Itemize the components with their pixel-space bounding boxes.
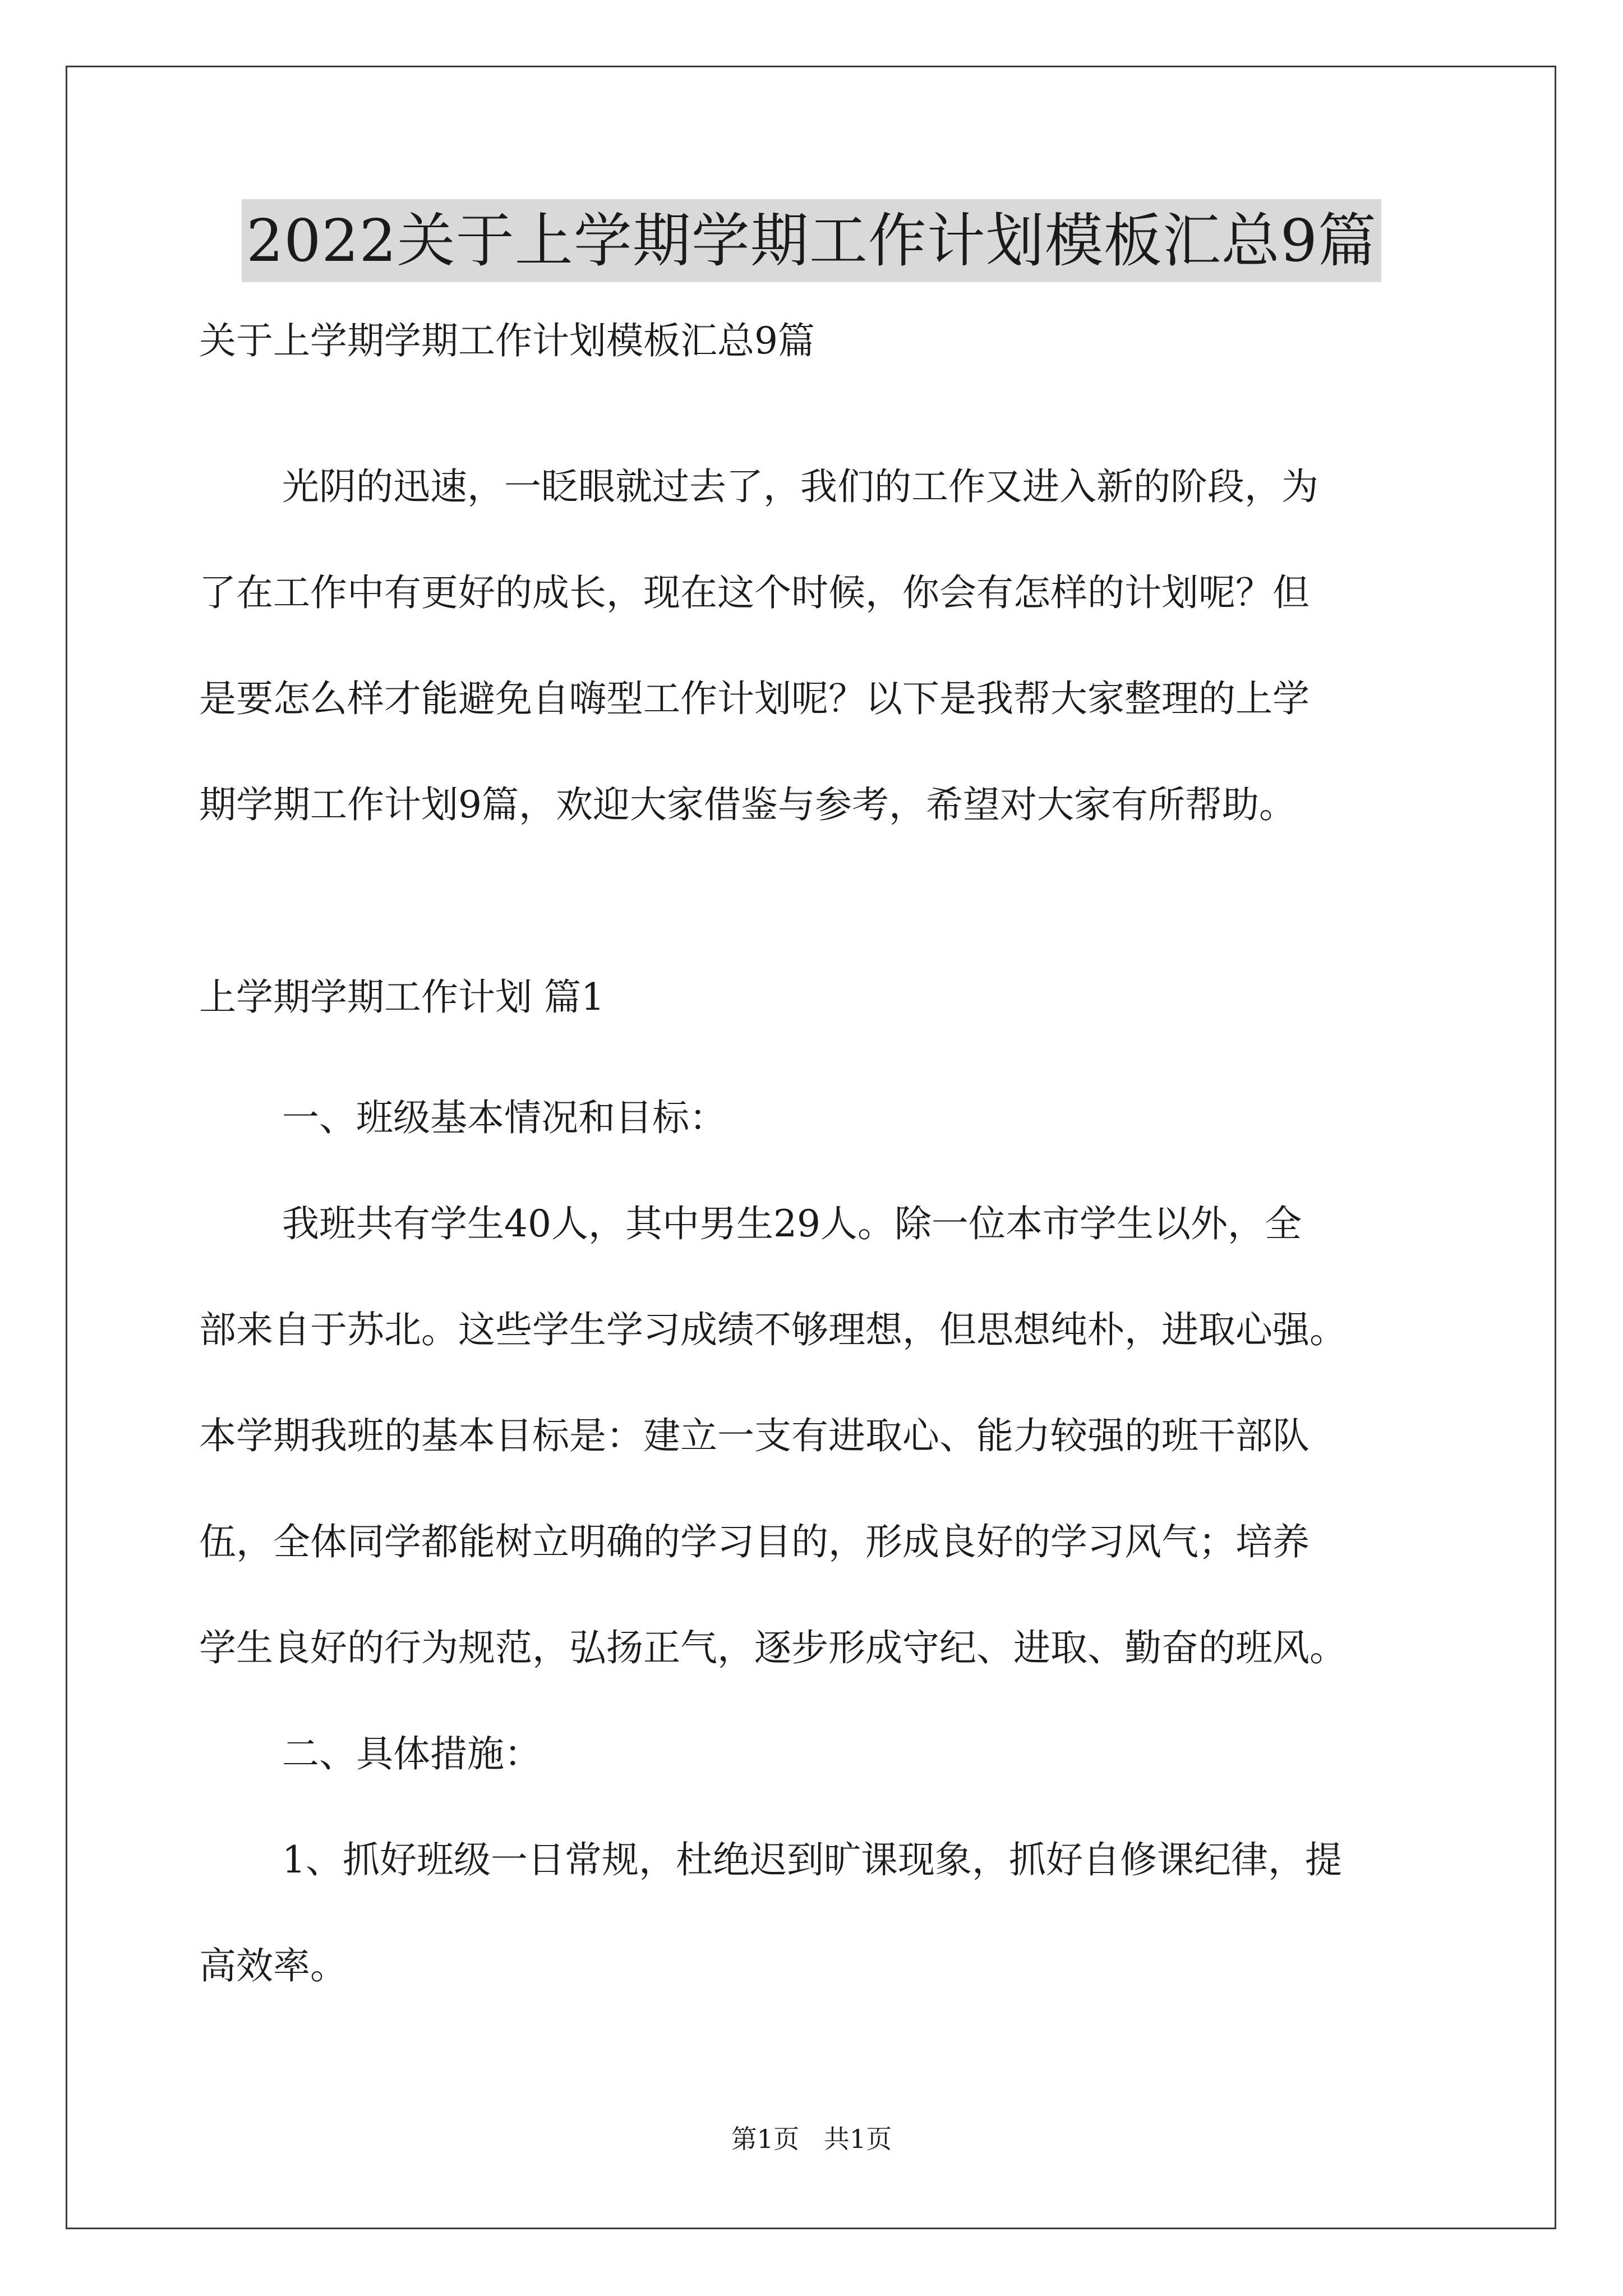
item-heading-measures: 二、具体措施： bbox=[282, 1732, 541, 1775]
body-line: 我班共有学生40人，其中男生29人。除一位本市学生以外，全 bbox=[282, 1202, 1302, 1245]
document-subtitle: 关于上学期学期工作计划模板汇总9篇 bbox=[199, 319, 815, 362]
body-line: 学生良好的行为规范，弘扬正气，逐步形成守纪、进取、勤奋的班风。 bbox=[199, 1626, 1347, 1669]
body-line: 本学期我班的基本目标是：建立一支有进取心、能力较强的班干部队 bbox=[199, 1414, 1310, 1457]
measure-line: 1、抓好班级一日常规，杜绝迟到旷课现象，抓好自修课纪律，提 bbox=[282, 1838, 1342, 1881]
intro-line: 是要怎么样才能避免自嗨型工作计划呢？以下是我帮大家整理的上学 bbox=[199, 677, 1310, 720]
body-line: 伍，全体同学都能树立明确的学习目的，形成良好的学习风气；培养 bbox=[199, 1520, 1310, 1563]
intro-line: 期学期工作计划9篇，欢迎大家借鉴与参考，希望对大家有所帮助。 bbox=[199, 783, 1296, 826]
title-container bbox=[0, 199, 1623, 282]
intro-paragraph bbox=[199, 434, 1318, 858]
section-heading: 上学期学期工作计划 篇1 bbox=[199, 976, 605, 1019]
body-line: 部来自于苏北。这些学生学习成绩不够理想，但思想纯朴，进取心强。 bbox=[199, 1308, 1347, 1351]
intro-line: 了在工作中有更好的成长，现在这个时候，你会有怎样的计划呢？但 bbox=[199, 571, 1310, 614]
section-content bbox=[199, 1065, 1347, 2019]
document-title: 2022关于上学期学期工作计划模板汇总9篇 bbox=[242, 199, 1381, 282]
item-heading-basic-situation: 一、班级基本情况和目标： bbox=[282, 1096, 726, 1139]
intro-line: 光阴的迅速，一眨眼就过去了，我们的工作又进入新的阶段，为 bbox=[282, 465, 1318, 508]
measure-line: 高效率。 bbox=[199, 1944, 347, 1987]
page-footer: 第1页 共1页 bbox=[731, 2124, 892, 2154]
